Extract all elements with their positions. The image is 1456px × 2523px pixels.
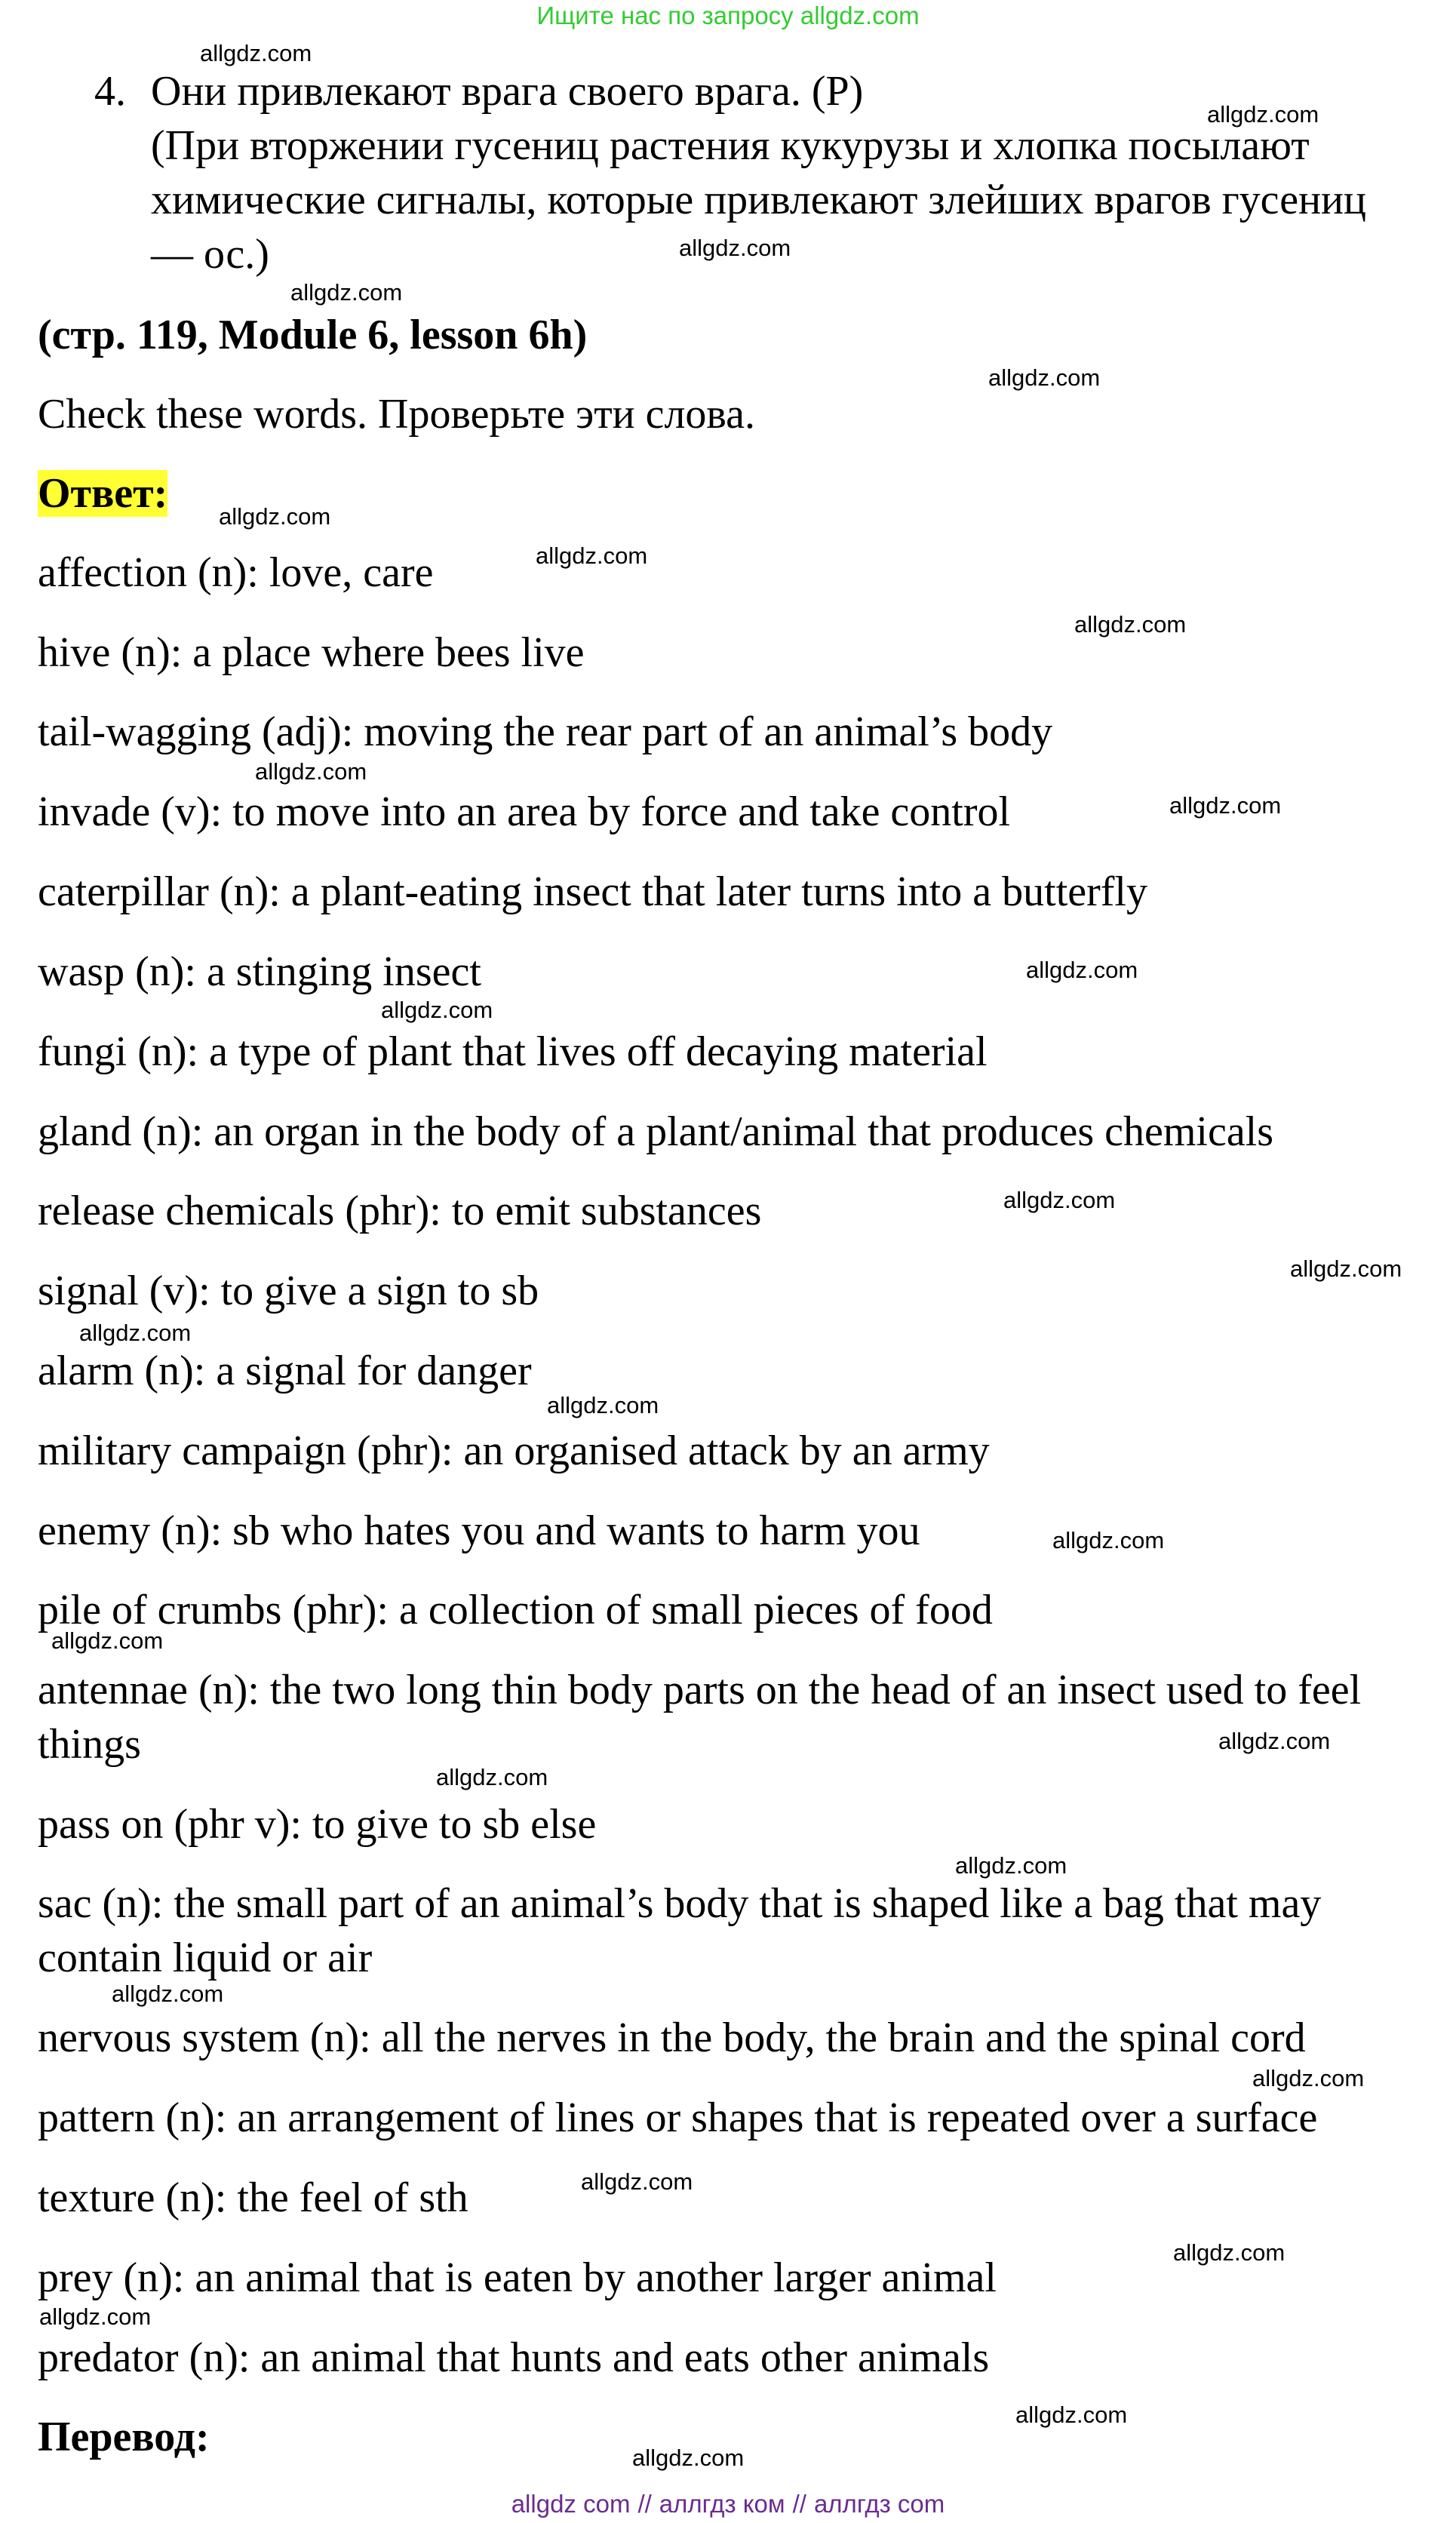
watermark: allgdz.com bbox=[39, 2303, 152, 2330]
translation-label: Перевод: bbox=[38, 2414, 210, 2460]
bottom-banner-link[interactable]: allgdz com bbox=[511, 2490, 631, 2518]
vocab-entry: pass on (phr v): to give to sb else bbox=[38, 1801, 597, 1848]
vocab-entry: predator (n): an animal that hunts and eats other animals bbox=[38, 2334, 990, 2381]
watermark: allgdz.com bbox=[1074, 611, 1187, 638]
vocab-entry: gland (n): an organ in the body of a plant/animal that produces chemicals bbox=[38, 1108, 1274, 1155]
vocab-entry: prey (n): an animal that is eaten by another larger animal bbox=[38, 2254, 997, 2301]
item-statement: Они привлекают врага своего врага. (Р) bbox=[151, 68, 864, 115]
vocab-entry: alarm (n): a signal for danger bbox=[38, 1348, 532, 1394]
watermark: allgdz.com bbox=[1052, 1527, 1165, 1553]
watermark: allgdz.com bbox=[1173, 2239, 1286, 2266]
vocab-entry: texture (n): the feel of sth bbox=[38, 2174, 468, 2221]
watermark: allgdz.com bbox=[1218, 1728, 1331, 1754]
answer-label bbox=[38, 466, 167, 521]
bottom-banner bbox=[0, 2490, 1456, 2518]
watermark: allgdz.com bbox=[1207, 101, 1319, 128]
watermark: allgdz.com bbox=[679, 235, 791, 261]
vocab-entry: wasp (n): a stinging insect bbox=[38, 948, 481, 995]
vocab-entry: tail-wagging (adj): moving the rear part of an animal’s body bbox=[38, 708, 1053, 755]
watermark: allgdz.com bbox=[1252, 2065, 1365, 2091]
watermark: allgdz.com bbox=[988, 364, 1101, 391]
vocab-entry: affection (n): love, care bbox=[38, 549, 434, 596]
vocab-entry: hive (n): a place where bees live bbox=[38, 629, 585, 676]
watermark: allgdz.com bbox=[547, 1392, 659, 1418]
watermark: allgdz.com bbox=[1015, 2402, 1128, 2428]
watermark: allgdz.com bbox=[381, 997, 493, 1023]
vocab-entry: invade (v): to move into an area by force and take control bbox=[38, 788, 1011, 835]
lesson-reference: (стр. 119, Module 6, lesson 6h) bbox=[38, 312, 588, 358]
watermark: allgdz.com bbox=[1169, 792, 1282, 819]
item-explanation: (При вторжении гусениц растения кукурузы и хлопка посылают химические сигналы, которые привлекают злейших врагов гусениц — ос.) bbox=[151, 122, 1366, 278]
watermark: allgdz.com bbox=[955, 1852, 1067, 1879]
watermark: allgdz.com bbox=[632, 2445, 745, 2471]
watermark: allgdz.com bbox=[79, 1320, 192, 1346]
item-number: 4. bbox=[94, 68, 126, 115]
vocab-entry: nervous system (n): all the nerves in the body, the brain and the spinal cord bbox=[38, 2014, 1306, 2061]
vocab-entry: pile of crumbs (phr): a collection of small pieces of food bbox=[38, 1587, 993, 1633]
watermark: allgdz.com bbox=[200, 40, 312, 66]
bottom-banner-link[interactable]: аллгдз com bbox=[813, 2490, 945, 2518]
vocab-entry: military campaign (phr): an organised attack by an army bbox=[38, 1427, 990, 1474]
bottom-banner-link[interactable]: аллгдз ком bbox=[659, 2490, 785, 2518]
watermark: allgdz.com bbox=[536, 542, 648, 569]
vocab-entry: fungi (n): a type of plant that lives off decaying material bbox=[38, 1028, 988, 1075]
top-banner[interactable]: Ищите нас по запросу allgdz.com bbox=[536, 2, 920, 29]
separator: // bbox=[637, 2490, 652, 2518]
separator: // bbox=[792, 2490, 806, 2518]
watermark: allgdz.com bbox=[1003, 1187, 1116, 1213]
vocab-entry: sac (n): the small part of an animal’s body that is shaped like a bag that may contain liquid or air bbox=[38, 1880, 1322, 1981]
watermark: allgdz.com bbox=[1290, 1255, 1402, 1282]
vocab-entry: signal (v): to give a sign to sb bbox=[38, 1268, 539, 1314]
answer-label-text: Ответ: bbox=[38, 470, 168, 517]
watermark: allgdz.com bbox=[290, 279, 403, 306]
watermark: allgdz.com bbox=[581, 2168, 693, 2195]
task-instruction: Check these words. Проверьте эти слова. bbox=[38, 391, 755, 438]
watermark: allgdz.com bbox=[112, 1981, 224, 2007]
watermark: allgdz.com bbox=[219, 503, 331, 530]
vocab-entry: antennae (n): the two long thin body parts on the head of an insect used to feel things bbox=[38, 1667, 1362, 1768]
watermark: allgdz.com bbox=[436, 1764, 548, 1790]
vocab-entry: release chemicals (phr): to emit substances bbox=[38, 1188, 762, 1234]
watermark: allgdz.com bbox=[255, 758, 367, 785]
vocab-entry: caterpillar (n): a plant-eating insect that later turns into a butterfly bbox=[38, 868, 1147, 915]
vocab-entry: pattern (n): an arrangement of lines or shapes that is repeated over a surface bbox=[38, 2094, 1318, 2141]
vocab-entry: enemy (n): sb who hates you and wants to harm you bbox=[38, 1507, 920, 1554]
watermark: allgdz.com bbox=[51, 1627, 164, 1654]
watermark: allgdz.com bbox=[1026, 957, 1138, 983]
